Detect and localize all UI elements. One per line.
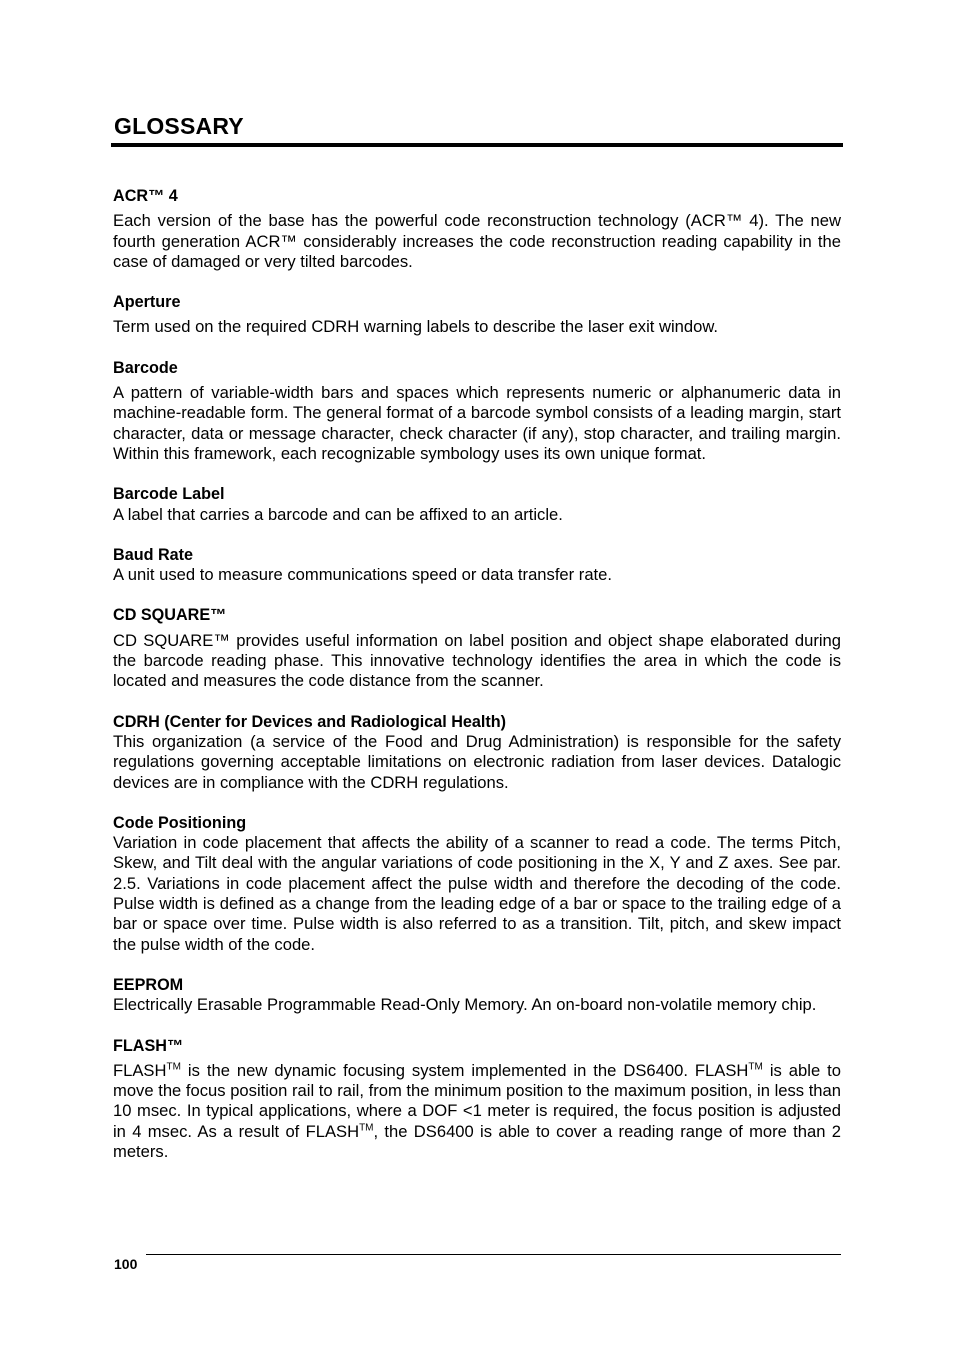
glossary-definition: This organization (a service of the Food and Drug Administration) is responsible for the safety regulations governing acceptable limitations on electronic radiation from laser devices. Datalogic devices are in compliance with the CDRH regulations. bbox=[113, 731, 841, 792]
glossary-entry-cd-square bbox=[113, 605, 841, 691]
glossary-definition: A label that carries a barcode and can be affixed to an article. bbox=[113, 504, 563, 524]
definition-text: is the new dynamic focusing system implemented in the DS6400. FLASH bbox=[180, 1060, 749, 1080]
glossary-entry-eeprom bbox=[113, 975, 841, 1016]
glossary-entry-cdrh bbox=[113, 712, 841, 793]
glossary-list bbox=[113, 186, 841, 1182]
page-title: GLOSSARY bbox=[114, 113, 244, 139]
glossary-term: CD SQUARE™ bbox=[113, 606, 227, 625]
glossary-term: Baud Rate bbox=[113, 545, 194, 564]
glossary-definition: A pattern of variable-width bars and spaces which represents numeric or alphanumeric data in machine-readable form. The general format of a barcode symbol consists of a leading margin, start character, data or message character, check character (if any), stop character, and trailing margin. Within this framework, each recognizable symbology uses its own unique format. bbox=[113, 383, 841, 463]
glossary-term: Code Positioning bbox=[113, 813, 247, 832]
glossary-entry-baud-rate bbox=[113, 545, 841, 586]
glossary-definition: Each version of the base has the powerful code reconstruction technology (ACR™ 4). The new fourth generation ACR™ considerably increases the code reconstruction reading capability in the case of damaged or very tilted barcodes. bbox=[113, 211, 841, 271]
trademark-superscript: TM bbox=[748, 1061, 763, 1073]
glossary-entry-aperture bbox=[113, 292, 841, 338]
trademark-superscript: TM bbox=[359, 1122, 374, 1134]
glossary-term: CDRH (Center for Devices and Radiological Health) bbox=[113, 712, 507, 731]
glossary-definition bbox=[113, 1061, 841, 1162]
page-number: 100 bbox=[114, 1256, 138, 1272]
glossary-entry-barcode-label bbox=[113, 484, 841, 525]
glossary-definition: Electrically Erasable Programmable Read-Only Memory. An on-board non-volatile memory chip. bbox=[113, 995, 817, 1015]
glossary-term: ACR™ 4 bbox=[113, 187, 178, 205]
footer-divider bbox=[146, 1254, 841, 1255]
glossary-definition: A unit used to measure communications speed or data transfer rate. bbox=[113, 565, 613, 585]
glossary-term: Barcode bbox=[113, 358, 178, 377]
glossary-definition: Variation in code placement that affects the ability of a scanner to read a code. The terms Pitch, Skew, and Tilt deal with the angular variations of code positioning in the X, Y and Z axes. See par. 2.5. Variations in code placement affect the pulse width and therefore the decoding of the code. Pulse width is defined as a change from the leading edge of a bar or space to the trailing edge of a bar or space over time. Pulse width is also referred to as a transition. Tilt, pitch, and skew impact the pulse width of the code. bbox=[113, 833, 841, 954]
glossary-definition: CD SQUARE™ provides useful information on label position and object shape elaborated during the barcode reading phase. This innovative technology identifies the area in which the code is located and measures the code distance from the scanner. bbox=[113, 630, 841, 691]
glossary-entry-acr4 bbox=[113, 186, 841, 272]
title-divider bbox=[111, 143, 843, 147]
glossary-term: Barcode Label bbox=[113, 485, 225, 504]
trademark-superscript: TM bbox=[166, 1061, 181, 1073]
glossary-entry-flash bbox=[113, 1036, 841, 1163]
definition-text: is able to move the focus position rail to rail, from the minimum position to the maximum position, in less than 10 msec. In typical applications, where a DOF <1 meter is required, the focus position is adjusted in 4 msec. As a result of FLASH bbox=[113, 1060, 841, 1141]
glossary-entry-code-positioning bbox=[113, 813, 841, 955]
glossary-term: FLASH™ bbox=[113, 1036, 184, 1055]
glossary-term: EEPROM bbox=[113, 975, 184, 994]
definition-text: FLASH bbox=[113, 1060, 167, 1080]
glossary-term: Aperture bbox=[113, 293, 181, 312]
glossary-definition: Term used on the required CDRH warning labels to describe the laser exit window. bbox=[113, 317, 719, 337]
glossary-entry-barcode bbox=[113, 358, 841, 464]
definition-text: , the DS6400 is able to cover a reading range of more than 2 meters. bbox=[113, 1121, 841, 1161]
